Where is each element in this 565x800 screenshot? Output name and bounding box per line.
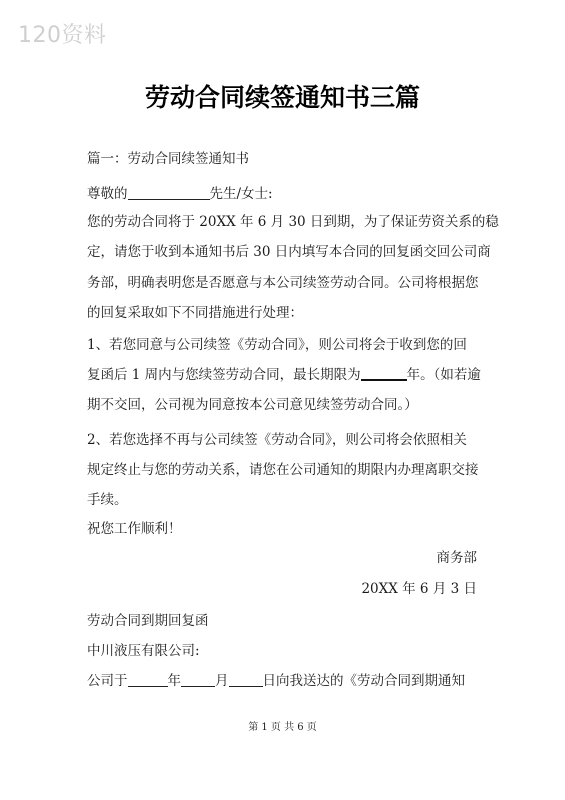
item1-line2-suffix: 年。（如若逾 [406, 367, 481, 383]
para1-line: 您的劳动合同将于 20XX 年 6 月 30 日到期，为了保证劳资关系的稳 [87, 214, 499, 230]
page-footer: 第 1 页 共 6 页 [248, 722, 317, 733]
para1-line: 务部，明确表明您是否愿意与本公司续签劳动合同。公司将根据您 [87, 275, 479, 291]
term-blank [361, 366, 407, 381]
item1-line [87, 363, 481, 383]
reply-suffix: 日向我送达的《劳动合同到期通知 [262, 673, 465, 689]
signature-department: 商务部 [436, 550, 477, 566]
item2-line: 手续。 [87, 492, 128, 508]
salutation [87, 182, 273, 202]
document-title: 劳动合同续签通知书三篇 [144, 83, 420, 112]
item2-line: 2、若您选择不再与公司续签《劳动合同》，则公司将会依照相关 [87, 432, 467, 448]
item2-line: 规定终止与您的劳动关系，请您在公司通知的期限内办理离职交接 [87, 462, 479, 478]
item1-line2-prefix: 复函后 1 周内与您续签劳动合同，最长期限为 [87, 367, 361, 383]
signature-date: 20XX 年 6 月 3 日 [361, 581, 477, 597]
name-blank [128, 186, 210, 200]
reply-title: 劳动合同到期回复函 [87, 613, 209, 629]
day-blank [229, 673, 263, 687]
section-heading: 篇一：劳动合同续签通知书 [87, 151, 249, 167]
item1-line: 1、若您同意与公司续签《劳动合同》，则公司将会于收到您的回 [87, 337, 467, 353]
salutation-prefix: 尊敬的 [87, 186, 128, 202]
item1-line: 期不交回，公司视为同意按本公司意见续签劳动合同。） [87, 397, 418, 413]
month-blank [181, 673, 215, 687]
reply-year: 年 [167, 673, 181, 689]
watermark: 120资料 [18, 23, 107, 48]
para1-line: 的回复采取如下不同措施进行处理： [87, 305, 303, 321]
reply-prefix: 公司于 [87, 673, 128, 689]
year-blank [128, 673, 168, 687]
reply-body-line [87, 669, 465, 689]
reply-month: 月 [215, 673, 229, 689]
salutation-suffix: 先生/女士: [209, 186, 273, 202]
reply-addressee: 中川液压有限公司: [87, 643, 200, 659]
closing-line: 祝您工作顺利！ [87, 521, 182, 537]
para1-line: 定，请您于收到本通知书后 30 日内填写本合同的回复函交回公司商 [87, 244, 491, 260]
